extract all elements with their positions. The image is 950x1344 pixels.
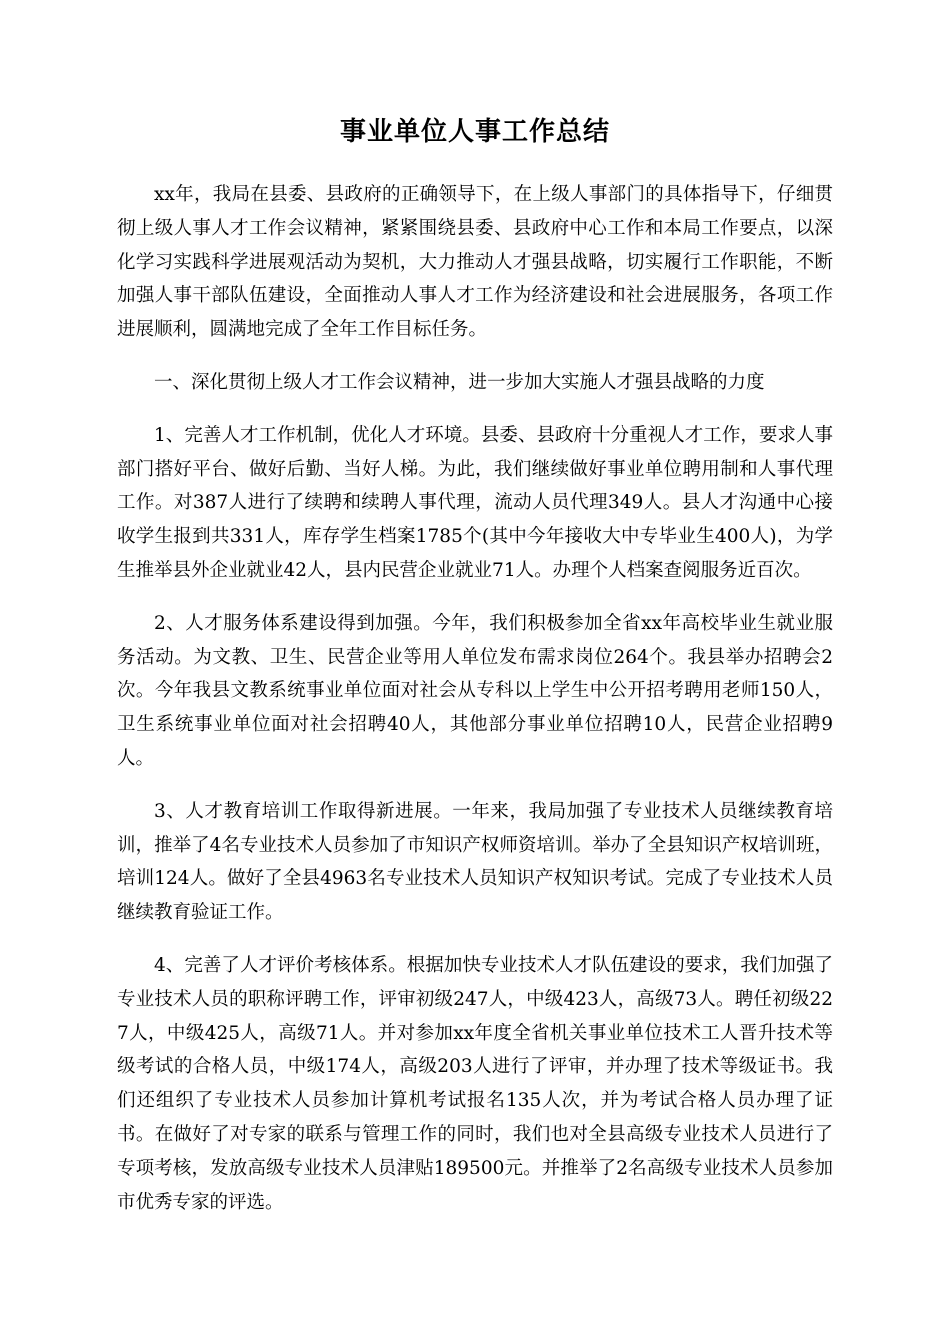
document-body (117, 178, 833, 1238)
paragraph-item-1: 1、完善人才工作机制，优化人才环境。县委、县政府十分重视人才工作，要求人事部门搭好平台、做好后勤、当好人梯。为此，我们继续做好事业单位聘用制和人事代理工作。对387人进行了续聘和续聘人事代理，流动人员代理349人。县人才沟通中心接收学生报到共331人，库存学生档案1785个(其中今年接收大中专毕业生400人)，为学生推举县外企业就业42人，县内民营企业就业71人。办理个人档案查阅服务近百次。 (117, 424, 833, 581)
document-title: 事业单位人事工作总结 (339, 117, 610, 147)
paragraph-item-3: 3、人才教育培训工作取得新进展。一年来，我局加强了专业技术人员继续教育培训，推举了4名专业技术人员参加了市知识产权师资培训。举办了全县知识产权培训班，培训124人。做好了全县4963名专业技术人员知识产权知识考试。完成了专业技术人员继续教育验证工作。 (117, 800, 833, 924)
paragraph-item-2: 2、人才服务体系建设得到加强。今年，我们积极参加全省xx年高校毕业生就业服务活动。为文教、卫生、民营企业等用人单位发布需求岗位264个。我县举办招聘会2次。今年我县文教系统事业单位面对社会从专科以上学生中公开招考聘用老师150人，卫生系统事业单位面对社会招聘40人，其他部分事业单位招聘10人，民营企业招聘9人。 (117, 612, 833, 769)
paragraph-item-4: 4、完善了人才评价考核体系。根据加快专业技术人才队伍建设的要求，我们加强了专业技术人员的职称评聘工作，评审初级247人，中级423人，高级73人。聘任初级227人，中级425人，高级71人。并对参加xx年度全省机关事业单位技术工人晋升技术等级考试的合格人员，中级174人，高级203人进行了评审，并办理了技术等级证书。我们还组织了专业技术人员参加计算机考试报名135人次，并为考试合格人员办理了证书。在做好了对专家的联系与管理工作的同时，我们也对全县高级专业技术人员进行了专项考核，发放高级专业技术人员津贴189500元。并推举了2名高级专业技术人员参加市优秀专家的评选。 (117, 954, 833, 1213)
paragraph-intro: xx年，我局在县委、县政府的正确领导下，在上级人事部门的具体指导下，仔细贯彻上级人事人才工作会议精神，紧紧围绕县委、县政府中心工作和本局工作要点，以深化学习实践科学进展观活动为契机，大力推动人才强县战略，切实履行工作职能，不断加强人事干部队伍建设，全面推动人事人才工作为经济建设和社会进展服务，各项工作进展顺利，圆满地完成了全年工作目标任务。 (117, 184, 833, 341)
section-heading-1: 一、深化贯彻上级人才工作会议精神，进一步加大实施人才强县战略的力度 (154, 371, 765, 393)
